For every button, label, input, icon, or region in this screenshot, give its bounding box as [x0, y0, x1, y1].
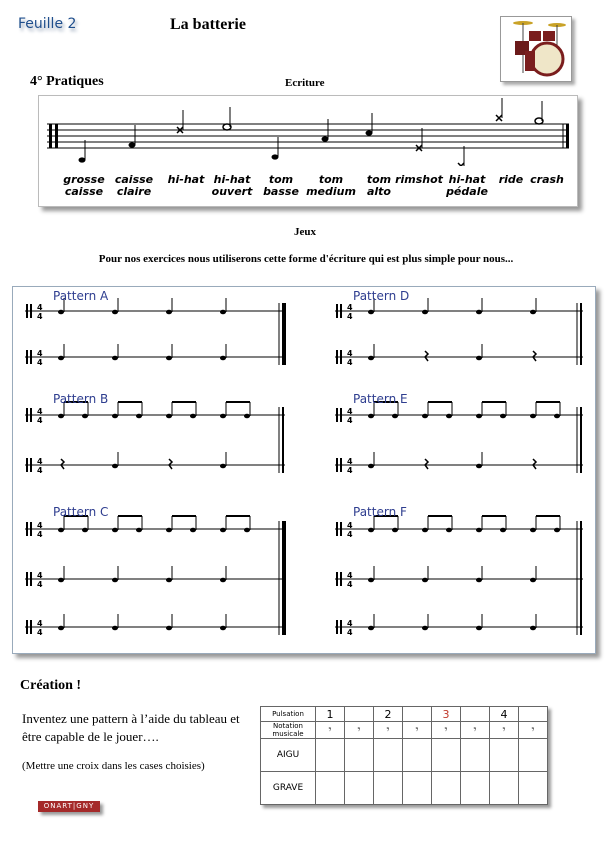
pattern-label: Pattern E [353, 392, 408, 406]
note-head [220, 414, 226, 419]
note-head [190, 414, 196, 419]
label-line: hi-hat [213, 173, 251, 186]
grid-cell[interactable] [490, 739, 519, 772]
note-head [476, 414, 482, 419]
beam [172, 401, 196, 403]
pulse-cell: 1 [316, 707, 345, 722]
note-head [58, 528, 64, 533]
notation-label [256, 174, 306, 198]
time-sig-top: 4 [37, 571, 43, 580]
eighth-rest-cell: 𝄾 [490, 722, 519, 739]
clef-bar [49, 124, 52, 148]
note-head [476, 626, 482, 631]
grid-cell[interactable] [519, 772, 548, 805]
beam [118, 515, 142, 517]
note-head [190, 528, 196, 533]
note-head [136, 528, 142, 533]
note-head [112, 578, 118, 583]
beam [536, 401, 560, 403]
grid-cell[interactable] [461, 739, 490, 772]
drum-notation-key [38, 95, 578, 207]
games-intro: Pour nos exercices nous utiliserons cette forme d'écriture qui est plus simple pour nous... [98, 253, 514, 265]
note-head [554, 528, 560, 533]
note-head [368, 626, 374, 631]
clef-bar [55, 124, 58, 148]
time-sig-bottom: 4 [347, 580, 353, 589]
time-sig-top: 4 [347, 457, 353, 466]
time-sig-bottom: 4 [37, 312, 43, 321]
page-title: La batterie [170, 16, 246, 33]
note-head [530, 528, 536, 533]
grid-cell[interactable] [345, 772, 374, 805]
note-head [166, 356, 172, 361]
time-sig-bottom: 4 [347, 358, 353, 367]
grid-cell[interactable] [461, 772, 490, 805]
notation-label [59, 174, 109, 198]
label-line: hi-hat [167, 173, 205, 186]
note-head [368, 356, 374, 361]
beam [536, 515, 560, 517]
grid-cell[interactable] [432, 739, 461, 772]
grid-cell[interactable] [490, 772, 519, 805]
beam [428, 401, 452, 403]
row-label-aigu: AIGU [261, 739, 316, 772]
note-head [446, 528, 452, 533]
note-head [166, 310, 172, 315]
logo: ONART|GNY [38, 801, 100, 812]
note-head [500, 528, 506, 533]
note-head [366, 130, 373, 135]
label-line: pédale [446, 185, 488, 198]
note-head [422, 626, 428, 631]
note-head [58, 414, 64, 419]
pulse-cell: 3 [432, 707, 461, 722]
end-bar [580, 521, 582, 635]
notation-label [109, 174, 159, 198]
notation-label [306, 174, 356, 198]
grid-cell[interactable] [345, 739, 374, 772]
label-line: tom [366, 173, 392, 186]
time-sig-bottom: 4 [347, 530, 353, 539]
time-sig-top: 4 [37, 407, 43, 416]
eighth-rest-cell: 𝄾 [345, 722, 374, 739]
label-line: ride [498, 173, 524, 186]
grid-cell[interactable] [374, 772, 403, 805]
notation-label [442, 174, 492, 198]
note-head [368, 310, 374, 315]
note-head [112, 414, 118, 419]
time-sig-top: 4 [37, 349, 43, 358]
label-line: medium [306, 185, 356, 198]
beam [482, 401, 506, 403]
eighth-rest-cell: 𝄾 [432, 722, 461, 739]
note-head [220, 310, 226, 315]
note-head [58, 578, 64, 583]
eighth-rest-cell: 𝄾 [374, 722, 403, 739]
pulse-cell [345, 707, 374, 722]
drum-kit-image [500, 16, 572, 82]
note-head [220, 464, 226, 469]
note-head [272, 154, 279, 159]
grid-cell[interactable] [403, 772, 432, 805]
time-sig-bottom: 4 [37, 358, 43, 367]
notation-label [207, 174, 257, 198]
note-head [79, 157, 86, 162]
time-sig-bottom: 4 [347, 466, 353, 475]
end-bar [282, 303, 286, 365]
patterns-staves [13, 287, 595, 653]
note-head [476, 356, 482, 361]
row-label-grave: GRAVE [261, 772, 316, 805]
beam [172, 515, 196, 517]
note-head [166, 528, 172, 533]
note-head [530, 414, 536, 419]
time-sig-top: 4 [347, 303, 353, 312]
time-sig-bottom: 4 [37, 466, 43, 475]
quarter-rest [533, 459, 536, 469]
note-head [244, 414, 250, 419]
time-sig-bottom: 4 [347, 312, 353, 321]
note-head [112, 626, 118, 631]
label-line: alto [366, 185, 391, 198]
time-sig-bottom: 4 [37, 628, 43, 637]
note-head [58, 626, 64, 631]
note-head [554, 414, 560, 419]
sheet-label: Feuille 2 [18, 16, 77, 32]
note-head [136, 414, 142, 419]
pulse-cell: 4 [490, 707, 519, 722]
note-head [244, 528, 250, 533]
note-head [166, 578, 172, 583]
notation-label [522, 174, 572, 186]
grid-cell[interactable] [374, 739, 403, 772]
eighth-rest-cell: 𝄾 [519, 722, 548, 739]
note-head [129, 142, 136, 147]
grid-cell[interactable] [519, 739, 548, 772]
note-head [446, 414, 452, 419]
label-line: rimshot [395, 173, 443, 186]
label-line: tom [318, 173, 344, 186]
pattern-grid [260, 706, 548, 805]
note-head [476, 578, 482, 583]
eighth-rest-cell: 𝄾 [461, 722, 490, 739]
drum-kit-icon [501, 17, 571, 81]
creation-note: (Mettre une croix dans les cases choisies) [22, 760, 205, 772]
note-head [220, 626, 226, 631]
note-head [368, 414, 374, 419]
quarter-rest [169, 459, 172, 469]
pulse-cell [519, 707, 548, 722]
end-bar [566, 124, 569, 148]
time-sig-top: 4 [347, 571, 353, 580]
time-sig-top: 4 [37, 457, 43, 466]
time-sig-top: 4 [37, 303, 43, 312]
time-sig-bottom: 4 [347, 416, 353, 425]
notation-label: Notation musicale [261, 722, 316, 739]
label-line: basse [263, 185, 299, 198]
pattern-label: Pattern F [353, 505, 407, 519]
note-head [368, 464, 374, 469]
notation-label [161, 174, 211, 186]
games-title: Jeux [294, 226, 316, 238]
pattern-label: Pattern D [353, 289, 410, 303]
grid-cell[interactable] [316, 739, 345, 772]
note-head [220, 578, 226, 583]
beam [226, 515, 250, 517]
patterns-panel [12, 286, 596, 654]
label-line: ouvert [211, 185, 253, 198]
end-bar [580, 407, 582, 473]
label-line: grosse [63, 173, 105, 186]
note-head [322, 136, 329, 141]
pulse-cell [403, 707, 432, 722]
quarter-rest [61, 459, 64, 469]
pulse-label: Pulsation [261, 707, 316, 722]
note-head [422, 578, 428, 583]
note-head [368, 528, 374, 533]
quarter-rest [425, 351, 428, 361]
end-bar [580, 303, 582, 365]
time-sig-top: 4 [347, 619, 353, 628]
time-sig-bottom: 4 [37, 530, 43, 539]
quarter-rest [533, 351, 536, 361]
time-sig-top: 4 [347, 407, 353, 416]
pattern-label: Pattern A [53, 289, 109, 303]
label-line: tom [268, 173, 294, 186]
note-head [476, 310, 482, 315]
eighth-rest-cell: 𝄾 [316, 722, 345, 739]
time-sig-top: 4 [37, 521, 43, 530]
quarter-rest [425, 459, 428, 469]
note-head [500, 414, 506, 419]
note-head [58, 356, 64, 361]
note-head [422, 528, 428, 533]
end-bar [282, 521, 286, 635]
eighth-rest-cell: 𝄾 [403, 722, 432, 739]
note-head [82, 528, 88, 533]
note-head [220, 528, 226, 533]
note-head [112, 464, 118, 469]
label-line: hi-hat [448, 173, 486, 186]
writing-title: Ecriture [285, 77, 325, 89]
note-head [392, 528, 398, 533]
note-head [368, 578, 374, 583]
beam [428, 515, 452, 517]
beam [226, 401, 250, 403]
label-line: caisse [64, 185, 104, 198]
pulse-cell: 2 [374, 707, 403, 722]
notation-label [394, 174, 444, 186]
pattern-label: Pattern C [53, 505, 109, 519]
time-sig-top: 4 [347, 521, 353, 530]
note-head [530, 578, 536, 583]
time-sig-bottom: 4 [347, 628, 353, 637]
note-head [220, 356, 226, 361]
section-title: 4° Pratiques [30, 74, 104, 89]
note-head [58, 310, 64, 315]
grid-cell[interactable] [432, 772, 461, 805]
grid-cell[interactable] [316, 772, 345, 805]
note-head [166, 626, 172, 631]
note-head [392, 414, 398, 419]
note-head [476, 528, 482, 533]
creation-instruction: Inventez une pattern à l’aide du tableau et être capable de le jouer…. [22, 711, 240, 744]
creation-title: Création ! [20, 678, 82, 693]
note-head [422, 310, 428, 315]
beam [118, 401, 142, 403]
time-sig-top: 4 [347, 349, 353, 358]
label-line: claire [116, 185, 152, 198]
note-head [112, 528, 118, 533]
note-head [530, 626, 536, 631]
label-line: caisse [114, 173, 154, 186]
time-sig-bottom: 4 [37, 580, 43, 589]
note-head [112, 356, 118, 361]
note-head [82, 414, 88, 419]
note-head [166, 414, 172, 419]
beam [482, 515, 506, 517]
pattern-label: Pattern B [53, 392, 109, 406]
notation-staff [39, 96, 577, 166]
note-head [476, 464, 482, 469]
time-sig-top: 4 [37, 619, 43, 628]
pulse-cell [461, 707, 490, 722]
label-line: crash [530, 173, 564, 186]
time-sig-bottom: 4 [37, 416, 43, 425]
note-head [530, 310, 536, 315]
note-head [422, 414, 428, 419]
note-head [112, 310, 118, 315]
grid-cell[interactable] [403, 739, 432, 772]
end-bar [282, 407, 284, 473]
